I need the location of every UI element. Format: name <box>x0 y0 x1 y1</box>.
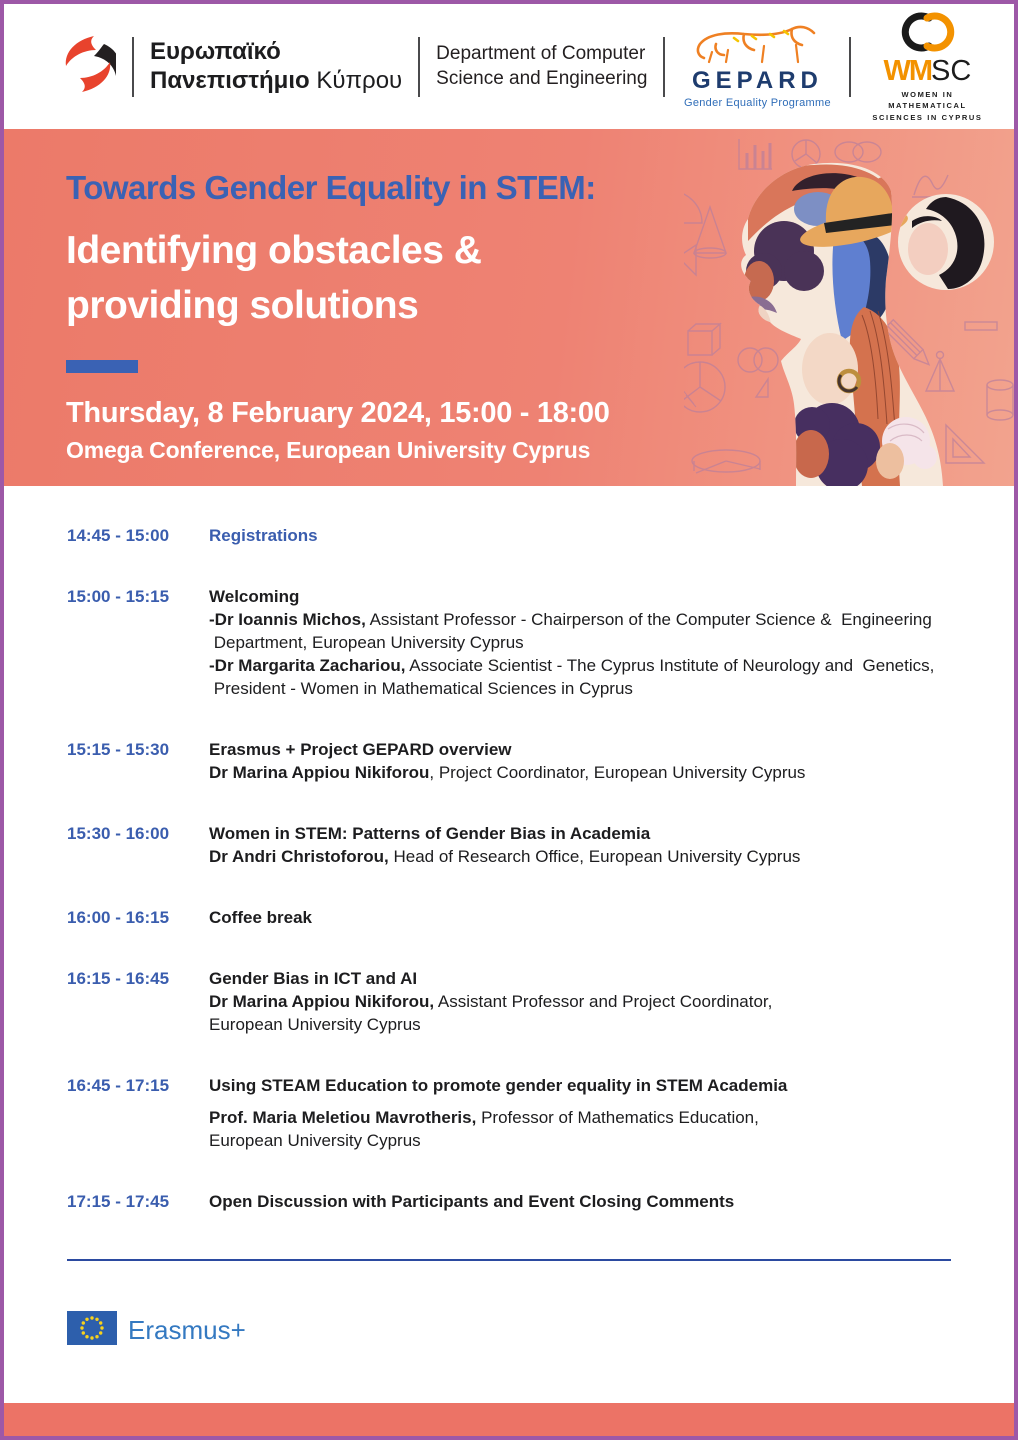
erasmus-label: Erasmus+ <box>128 1315 246 1345</box>
schedule-item-title: Using STEAM Education to promote gender equality in STEM Academia <box>209 1076 788 1095</box>
wmsc-logo <box>867 10 987 123</box>
schedule-item-line: Dr Marina Appiou Nikiforou, Assistant Professor and Project Coordinator, <box>209 992 773 1011</box>
header-separator <box>849 37 851 97</box>
banner-date: Thursday, 8 February 2024, 15:00 - 18:00 <box>66 397 610 429</box>
schedule-row <box>67 822 954 868</box>
schedule-item-title: Women in STEM: Patterns of Gender Bias in Academia <box>209 824 651 843</box>
schedule-item-line: -Dr Margarita Zachariou, Associate Scientist - The Cyprus Institute of Neurology and Genetics, <box>209 656 935 675</box>
schedule-row <box>67 585 954 700</box>
schedule-description <box>209 967 954 1036</box>
wmsc-caption: WOMEN IN MATHEMATICAL SCIENCES IN CYPRUS <box>872 90 983 122</box>
schedule-item-line: Department, European University Cyprus <box>209 633 524 652</box>
schedule-description <box>209 738 954 784</box>
schedule-time: 17:15 - 17:45 <box>67 1192 170 1211</box>
schedule-description <box>209 1190 954 1213</box>
banner-title-white-line1: Identifying obstacles & <box>66 229 482 272</box>
banner-title-white-line2: providing solutions <box>66 284 419 327</box>
schedule-time: 16:15 - 16:45 <box>67 969 170 988</box>
banner-venue: Omega Conference, European University Cyprus <box>66 437 591 463</box>
schedule-description <box>209 906 954 929</box>
schedule <box>4 486 1014 1213</box>
schedule-item-line: President - Women in Mathematical Sciences in Cyprus <box>209 679 633 698</box>
schedule-item-title: Registrations <box>209 526 318 545</box>
gepard-logo <box>681 24 833 109</box>
banner <box>4 129 1014 486</box>
schedule-description <box>209 822 954 868</box>
gepard-wordmark: GEPARD <box>691 67 823 94</box>
schedule-time: 16:45 - 17:15 <box>67 1076 170 1095</box>
footer-rule <box>67 1259 951 1261</box>
wmsc-rings-icon <box>881 10 973 59</box>
header <box>4 4 1014 129</box>
schedule-item-title: Gender Bias in ICT and AI <box>209 969 418 988</box>
schedule-time: 14:45 - 15:00 <box>67 526 170 545</box>
schedule-item-line: -Dr Ioannis Michos, Assistant Professor - Chairperson of the Computer Science & Engineering <box>209 610 932 629</box>
euc-name-line1: Ευρωπαϊκό <box>150 37 281 65</box>
wmsc-wordmark: WMSC <box>883 55 972 88</box>
euc-name-line2: Πανεπιστήμιο Κύπρου <box>150 66 403 94</box>
gepard-tagline: Gender Equality Programme <box>683 97 831 109</box>
schedule-description <box>209 524 954 547</box>
schedule-time: 15:30 - 16:00 <box>67 824 170 843</box>
schedule-row <box>67 967 954 1036</box>
department-line2: Science and Engineering <box>436 67 648 89</box>
eu-flag-icon <box>67 1311 117 1350</box>
euc-logo-icon <box>60 33 116 100</box>
header-separator <box>132 37 134 97</box>
erasmus-logo <box>67 1311 1014 1350</box>
schedule-item-title: Open Discussion with Participants and Event Closing Comments <box>209 1192 735 1211</box>
schedule-item-line: European University Cyprus <box>209 1015 421 1034</box>
schedule-description <box>209 1074 954 1152</box>
schedule-item-title: Erasmus + Project GEPARD overview <box>209 740 512 759</box>
schedule-time: 15:15 - 15:30 <box>67 740 170 759</box>
schedule-time: 15:00 - 15:15 <box>67 587 170 606</box>
schedule-row <box>67 1190 954 1213</box>
department-text <box>436 42 647 91</box>
department-line1: Department of Computer <box>436 43 646 65</box>
banner-accent-bar <box>66 360 138 373</box>
banner-title-blue: Towards Gender Equality in STEM: <box>66 169 596 206</box>
schedule-row <box>67 1074 954 1152</box>
euc-logo-text <box>150 38 402 96</box>
schedule-item-line: Prof. Maria Meletiou Mavrotheris, Professor of Mathematics Education, <box>209 1108 759 1127</box>
banner-text <box>4 129 1014 464</box>
header-separator <box>663 37 665 97</box>
schedule-description <box>209 585 954 700</box>
schedule-item-title: Coffee break <box>209 908 312 927</box>
gepard-cheetah-icon <box>692 24 822 69</box>
schedule-time: 16:00 - 16:15 <box>67 908 170 927</box>
schedule-item-line: Dr Andri Christoforou, Head of Research Office, European University Cyprus <box>209 847 801 866</box>
schedule-item-title: Welcoming <box>209 587 300 606</box>
bottom-accent-bar <box>4 1403 1014 1436</box>
schedule-row <box>67 906 954 929</box>
schedule-row <box>67 524 954 547</box>
schedule-item-line: European University Cyprus <box>209 1131 421 1150</box>
schedule-row <box>67 738 954 784</box>
schedule-item-line: Dr Marina Appiou Nikiforou, Project Coordinator, European University Cyprus <box>209 763 806 782</box>
header-separator <box>418 37 420 97</box>
